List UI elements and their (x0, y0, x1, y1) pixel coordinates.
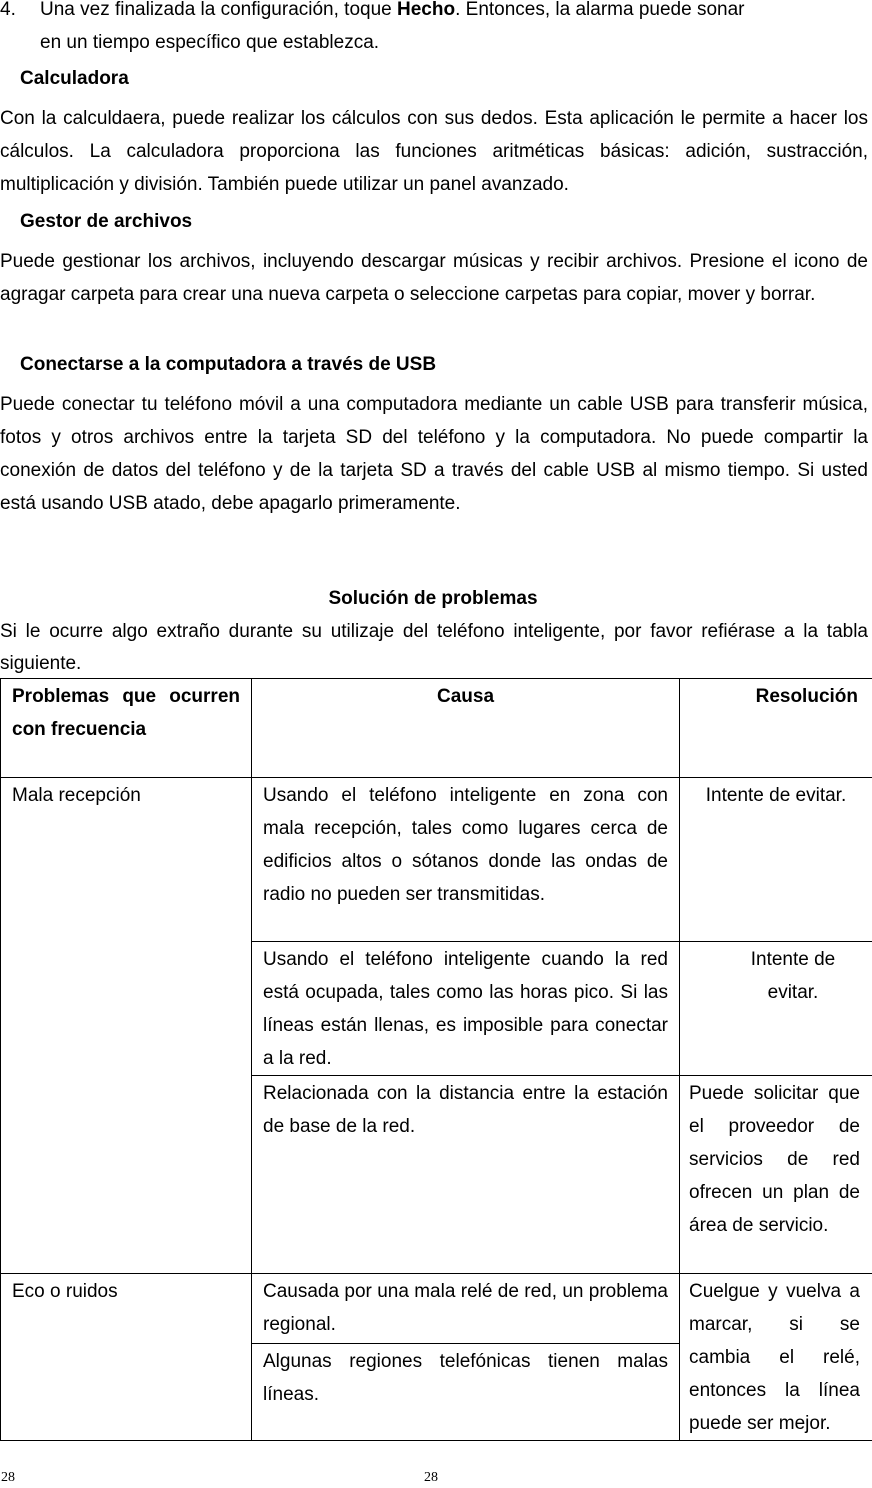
cause-cell (252, 942, 680, 1076)
header-problem: Problemas que ocurren con frecuencia (12, 686, 240, 740)
header-resolution: Resolución (755, 686, 858, 707)
cause-text: Algunas regiones telefónicas tienen malas líneas. (263, 1350, 668, 1405)
resolution-cell (680, 778, 872, 942)
file-manager-heading: Gestor de archivos (20, 211, 193, 232)
problem-text: Eco o ruidos (12, 1281, 118, 1302)
step-number: 4. (0, 0, 16, 20)
resolution-cell (680, 1274, 872, 1441)
troubleshooting-title: Solución de problemas (328, 588, 538, 609)
cause-text: Usando el teléfono inteligente cuando la red está ocupada, tales como las horas pico. Si las líneas están llenas, es imposible para conectar a la red. (263, 949, 668, 1069)
table-header-row (1, 679, 872, 778)
resolution-text: Intente de evitar. (705, 785, 847, 806)
step-text-end: . Entonces, la alarma puede sonar (455, 0, 745, 20)
header-resolution-cell (680, 679, 872, 778)
resolution-cell (680, 942, 872, 1076)
problem-text: Mala recepción (12, 785, 141, 806)
header-problem-cell (1, 679, 252, 778)
troubleshooting-table (0, 678, 872, 1441)
cause-cell (252, 778, 680, 942)
alarm-step-4 (0, 0, 872, 59)
cause-text: Relacionada con la distancia entre la estación de base de la red. (263, 1083, 668, 1137)
step-text: Una vez finalizada la configuración, toque (40, 0, 398, 20)
usb-paragraph: Puede conectar tu teléfono móvil a una computadora mediante un cable USB para transferir música, fotos y otros archivos entre la tarjeta SD del teléfono y la computadora. No puede compartir la conexión de datos del teléfono y de la tarjeta SD a través del cable USB al mismo tiempo. Si usted está usando USB atado, debe apagarlo primeramente. (0, 394, 868, 514)
cause-text: Usando el teléfono inteligente en zona con mala recepción, tales como lugares cerca de edificios altos o sótanos donde las ondas de radio no pueden ser transmitidas. (263, 785, 668, 905)
resolution-cell (680, 1076, 872, 1274)
calculator-paragraph: Con la calculdaera, puede realizar los cálculos con sus dedos. Esta aplicación le permite a hacer los cálculos. La calculadora proporciona las funciones aritméticas básicas: adición, sustracción, multiplicación y división. También puede utilizar un panel avanzado. (0, 108, 868, 195)
cause-cell (252, 1076, 680, 1274)
problem-cell (1, 1274, 252, 1441)
cause-text: Causada por una mala relé de red, un problema regional. (263, 1281, 668, 1335)
usb-heading: Conectarse a la computadora a través de USB (20, 354, 437, 375)
header-cause: Causa (436, 686, 495, 707)
problem-cell (1, 778, 252, 1274)
resolution-text: Puede solicitar que el proveedor de servicios de red ofrecen un plan de área de servicio. (689, 1083, 860, 1236)
cause-cell (252, 1343, 680, 1440)
cause-cell (252, 1274, 680, 1344)
calculator-heading: Calculadora (20, 68, 129, 89)
table-row (1, 778, 872, 942)
resolution-text: Intente de evitar. (750, 949, 836, 1003)
page-number-center: 28 (424, 1470, 438, 1485)
file-manager-paragraph: Puede gestionar los archivos, incluyendo descargar músicas y recibir archivos. Presione el icono de agragar carpeta para crear una nueva carpeta o seleccione carpetas para copiar, mover y borrar. (0, 251, 868, 305)
resolution-text: Cuelgue y vuelva a marcar, si se cambia el relé, entonces la línea puede ser mejor. (689, 1281, 860, 1434)
page-number-left: 28 (1, 1470, 15, 1485)
table-row (1, 1274, 872, 1344)
step-text-line2: en un tiempo específico que establezca. (40, 32, 380, 53)
step-bold-word: Hecho (397, 0, 456, 20)
troubleshooting-intro: Si le ocurre algo extraño durante su utilizaje del teléfono inteligente, por favor refiérase a la tabla siguiente. (0, 621, 868, 674)
header-cause-cell (252, 679, 680, 778)
